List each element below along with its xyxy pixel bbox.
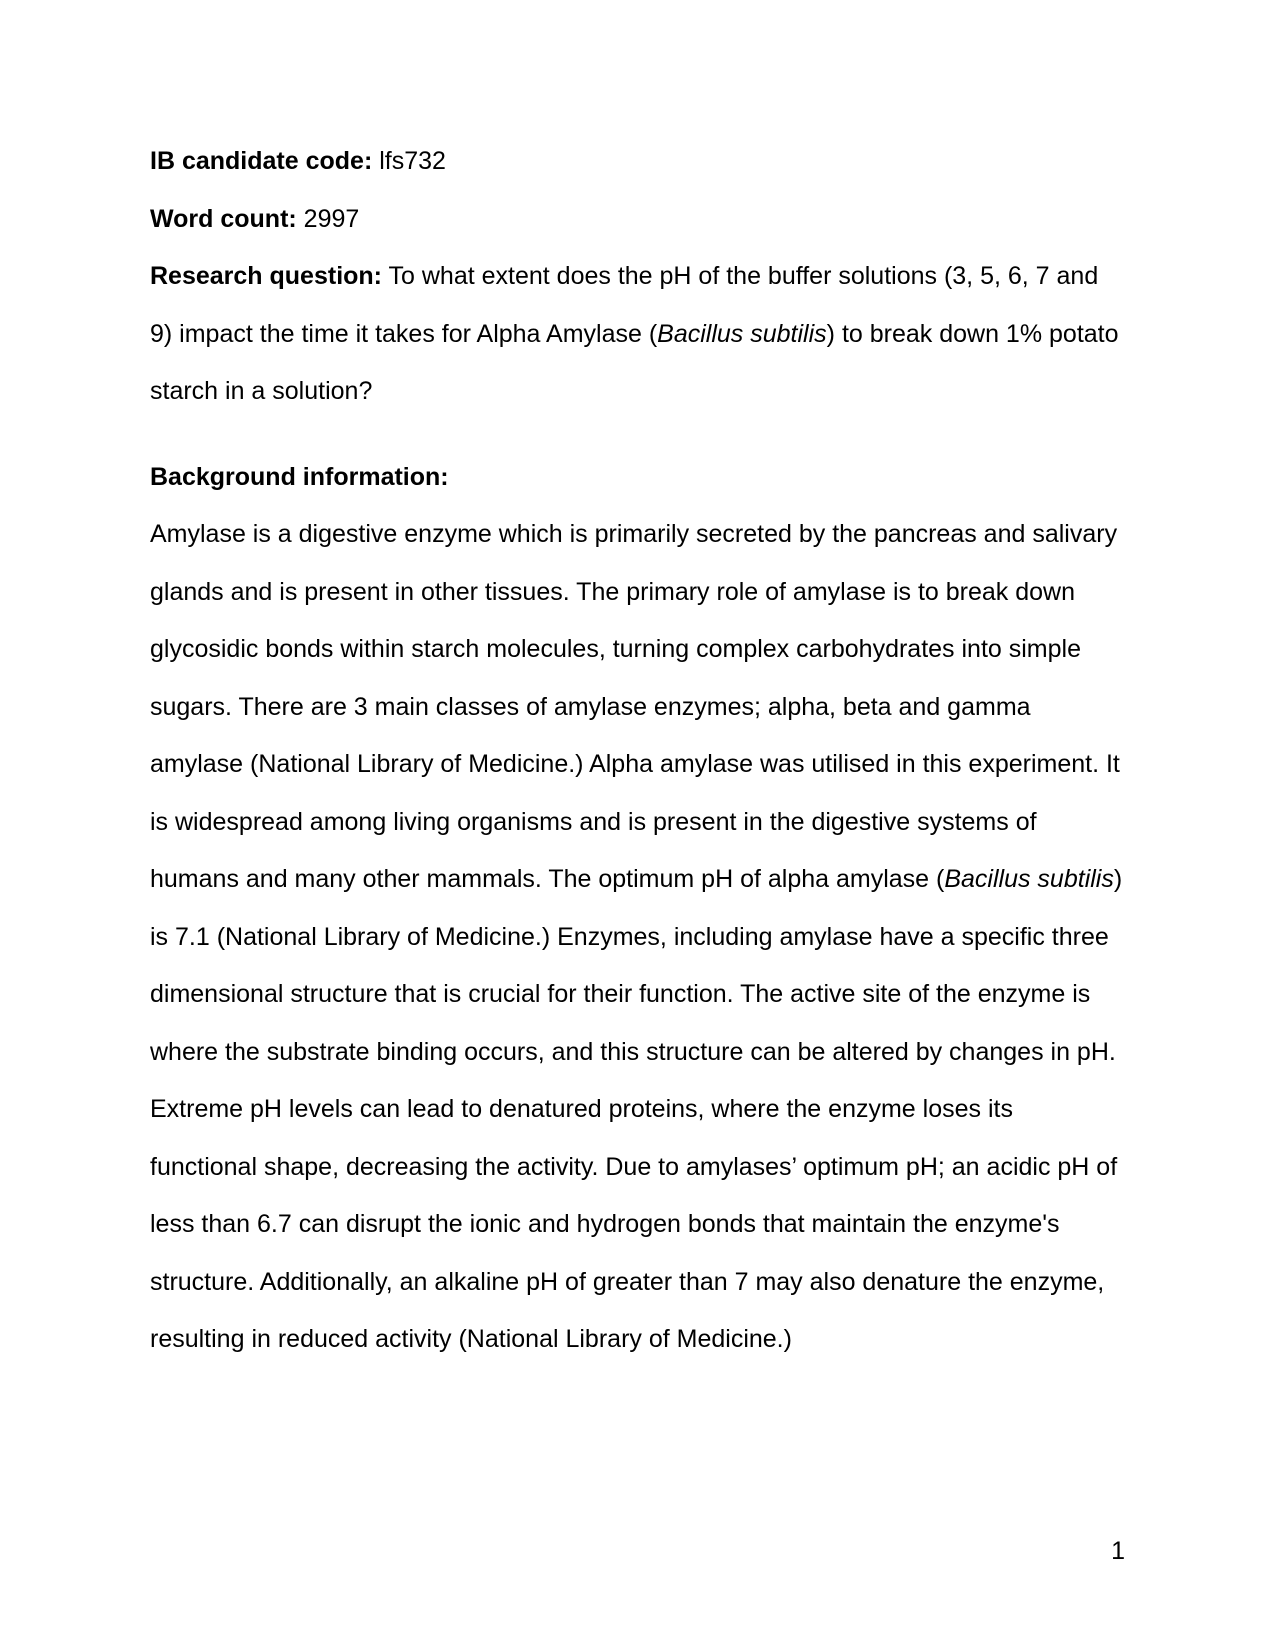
- candidate-code-line: [150, 133, 1125, 191]
- research-question-label: Research question:: [150, 262, 383, 290]
- background-species-name: Bacillus subtilis: [944, 865, 1114, 893]
- candidate-code-label: IB candidate code:: [150, 147, 373, 175]
- word-count-value: 2997: [296, 204, 360, 233]
- word-count-line: [150, 191, 1125, 249]
- research-question-text-1: To what extent does the pH of the buffer solutions (3, 5, 6, 7 and 9) impact the time it takes for Alpha Amylase (: [150, 262, 1099, 348]
- background-text-1: Amylase is a digestive enzyme which is primarily secreted by the pancreas and salivary glands and is present in other tissues. The primary role of amylase is to break down glycosidic bonds within starch molecules, turning complex carbohydrates into simple sugars. There are 3 main classes of amylase enzymes; alpha, beta and gamma amylase (National Library of Medicine.) Alpha amylase was utilised in this experiment. It is widespread among living organisms and is present in the digestive systems of humans and many other mammals. The optimum pH of alpha amylase (: [150, 520, 1120, 893]
- background-paragraph: [150, 506, 1125, 1369]
- background-heading-line: [150, 449, 1125, 507]
- page-number: 1: [1111, 1537, 1125, 1565]
- word-count-label: Word count:: [150, 204, 297, 233]
- background-text-2: ) is 7.1 (National Library of Medicine.) Enzymes, including amylase have a specific three dimensional structure that is crucial for their function. The active site of the enzyme is where the substrate binding occurs, and this structure can be altered by changes in pH. Extreme pH levels can lead to denatured proteins, where the enzyme loses its functional shape, decreasing the activity. Due to amylases’ optimum pH; an acidic pH of less than 6.7 can disrupt the ionic and hydrogen bonds that maintain the enzyme's structure. Additionally, an alkaline pH of greater than 7 may also denature the enzyme, resulting in reduced activity (National Library of Medicine.): [150, 865, 1123, 1353]
- background-heading: Background information:: [150, 462, 449, 491]
- research-question-paragraph: [150, 248, 1125, 421]
- research-question-text-2: ) to break down 1% potato starch in a solution?: [150, 319, 1119, 405]
- candidate-code-value: lfs732: [372, 147, 446, 175]
- research-question-species-name: Bacillus subtilis: [657, 319, 827, 348]
